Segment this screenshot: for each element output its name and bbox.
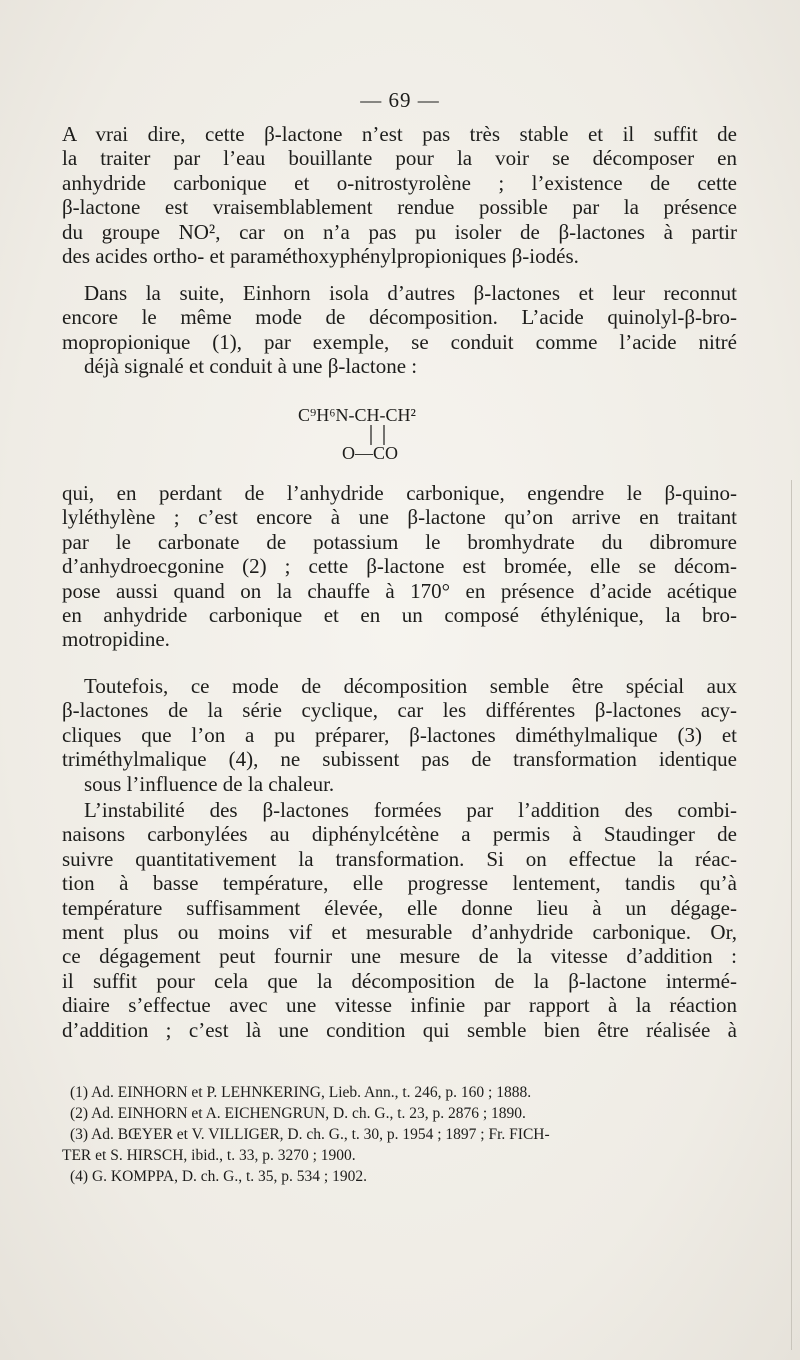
footnote-3: (3) Ad. BŒYER et V. VILLIGER, D. ch. G., t. 30, p. 1954 ; 1897 ; Fr. FICH- xyxy=(70,1126,550,1143)
text-line: L’instabilité des β-lactones formées par l’addition des combi- xyxy=(84,798,737,822)
paragraph-4 xyxy=(62,674,737,796)
formula-top: C⁹H⁶N-CH-CH² xyxy=(298,405,416,425)
text-line-last: sous l’influence de la chaleur. xyxy=(84,771,335,796)
paragraph-1 xyxy=(62,122,737,268)
page-edge-shadow xyxy=(791,480,792,1350)
text-line-last: déjà signalé et conduit à une β-lactone : xyxy=(84,354,418,379)
text-line: la traiter par l’eau bouillante pour la voir se décomposer en xyxy=(62,146,737,171)
paragraph-3 xyxy=(62,481,737,652)
text-line: β-lactone est vraisemblablement rendue possible par la présence xyxy=(62,195,737,220)
text-line: lyléthylène ; c’est encore à une β-lactone qu’on arrive en traitant xyxy=(62,505,737,530)
text-line: d’anhydroecgonine (2) ; cette β-lactone est bromée, elle se décom- xyxy=(62,554,737,579)
footnotes xyxy=(62,1082,750,1187)
text-line: β-lactones de la série cyclique, car les différentes β-lactones acy- xyxy=(62,698,737,723)
text-line-last: des acides ortho- et paraméthoxyphénylpropioniques β-iodés. xyxy=(62,244,579,269)
text-line: anhydride carbonique et o-nitrostyrolène ; l’existence de cette xyxy=(62,170,737,195)
footnote-1: (1) Ad. EINHORN et P. LEHNKERING, Lieb. Ann., t. 246, p. 160 ; 1888. xyxy=(70,1084,532,1101)
text-line: A vrai dire, cette β-lactone n’est pas très stable et il suffit de xyxy=(62,122,737,146)
page-number: — 69 — xyxy=(360,88,440,112)
text-line: naisons carbonylées au diphénylcétène a permis à Staudinger de xyxy=(62,822,737,847)
paragraph-2 xyxy=(62,281,737,379)
text-line: qui, en perdant de l’anhydride carbonique, engendre le β-quino- xyxy=(62,481,737,505)
text-line: en anhydride carbonique et en un composé éthylénique, la bro- xyxy=(62,603,737,628)
text-line: cliques que l’on a pu préparer, β-lactones diméthylmalique (3) et xyxy=(62,722,737,747)
text-line: suivre quantitativement la transformation. Si on effectue la réac- xyxy=(62,846,737,871)
text-line: triméthylmalique (4), ne subissent pas de transformation identique xyxy=(62,747,737,772)
footnote-4: (4) G. KOMPPA, D. ch. G., t. 35, p. 534 ; 1902. xyxy=(70,1168,367,1185)
text-line: ment plus ou moins vif et mesurable d’anhydride carbonique. Or, xyxy=(62,920,737,945)
text-line-last: motropidine. xyxy=(62,627,170,652)
text-line: ce dégagement peut fournir une mesure de la vitesse d’addition : xyxy=(62,944,737,969)
text-line: Dans la suite, Einhorn isola d’autres β-lactones et leur reconnut xyxy=(84,281,737,305)
text-line: du groupe NO², car on n’a pas pu isoler de β-lactones à partir xyxy=(62,219,737,244)
paragraph-5 xyxy=(62,798,737,1042)
text-line: par le carbonate de potassium le bromhydrate du dibromure xyxy=(62,529,737,554)
text-line: tion à basse température, elle progresse lentement, tandis qu’à xyxy=(62,871,737,896)
text-line: pose aussi quand on la chauffe à 170° en présence d’acide acétique xyxy=(62,578,737,603)
text-line: Toutefois, ce mode de décomposition semble être spécial aux xyxy=(84,674,737,698)
footnote-2: (2) Ad. EINHORN et A. EICHENGRUN, D. ch. G., t. 23, p. 2876 ; 1890. xyxy=(70,1105,526,1122)
formula-bottom: O—CO xyxy=(342,443,399,463)
text-line: d’addition ; c’est là une condition qui semble bien être réalisée à xyxy=(62,1017,737,1042)
text-line: il suffit pour cela que la décomposition de la β-lactone intermé- xyxy=(62,968,737,993)
text-line: encore le même mode de décomposition. L’acide quinolyl-β-bro- xyxy=(62,305,737,330)
footnote-3-continued: TER et S. HIRSCH, ibid., t. 33, p. 3270 ; 1900. xyxy=(62,1147,356,1164)
text-line: température suffisamment élevée, elle donne lieu à un dégage- xyxy=(62,895,737,920)
text-line: diaire s’effectue avec une vitesse infinie par rapport à la réaction xyxy=(62,993,737,1018)
text-line: mopropionique (1), par exemple, se conduit comme l’acide nitré xyxy=(62,329,737,354)
